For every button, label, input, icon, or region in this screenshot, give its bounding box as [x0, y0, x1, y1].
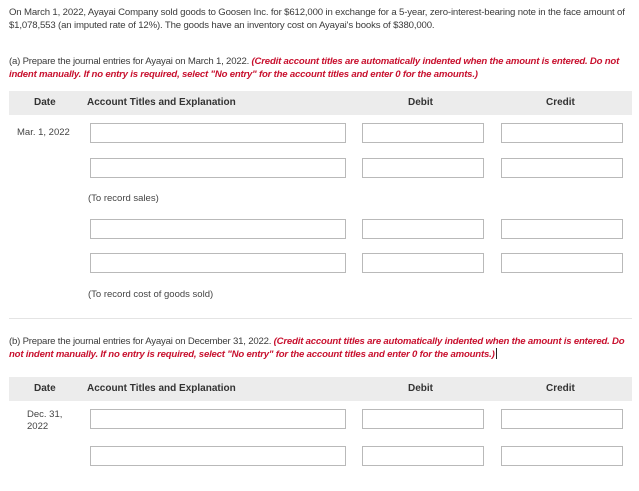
- header-debit: Debit: [408, 97, 433, 108]
- credit-amount-input[interactable]: [501, 158, 623, 178]
- part-b-instruction: (Credit account titles are automatically indented when the amount is entered. Do not indent manually. If no entry is required, select "No entry" for the account titles and enter 0 for the amounts.): [9, 336, 625, 360]
- debit-amount-input[interactable]: [362, 219, 484, 239]
- debit-amount-input[interactable]: [362, 446, 484, 466]
- part-b-question: [9, 335, 633, 361]
- section-divider: [9, 318, 632, 319]
- entry-date: [27, 409, 62, 433]
- header-date: Date: [34, 383, 56, 394]
- credit-amount-input[interactable]: [501, 253, 623, 273]
- account-title-input[interactable]: [90, 219, 346, 239]
- text-cursor: [496, 348, 497, 359]
- credit-amount-input[interactable]: [501, 219, 623, 239]
- account-title-input[interactable]: [90, 253, 346, 273]
- credit-amount-input[interactable]: [501, 123, 623, 143]
- header-debit: Debit: [408, 383, 433, 394]
- entry-date-line2: 2022: [27, 421, 49, 432]
- debit-amount-input[interactable]: [362, 409, 484, 429]
- entry-explanation: (To record sales): [88, 193, 159, 204]
- header-account-titles: Account Titles and Explanation: [87, 97, 236, 108]
- entry-date-line1: Dec. 31,: [27, 409, 63, 420]
- account-title-input[interactable]: [90, 158, 346, 178]
- credit-amount-input[interactable]: [501, 409, 623, 429]
- part-b-table-header: [9, 377, 632, 401]
- account-title-input[interactable]: [90, 123, 346, 143]
- header-credit: Credit: [546, 97, 575, 108]
- debit-amount-input[interactable]: [362, 253, 484, 273]
- part-a-question: [9, 55, 633, 81]
- problem-statement: On March 1, 2022, Ayayai Company sold goods to Goosen Inc. for $612,000 in exchange for a 5-year, zero-interest-bearing note in the face amount of $1,078,553 (an imputed rate of 12%). The goods have an inventory cost on Ayayai's books of $380,000.: [9, 7, 625, 31]
- entry-explanation: (To record cost of goods sold): [88, 289, 214, 300]
- entry-date: Mar. 1, 2022: [17, 127, 70, 138]
- part-a-prefix: (a) Prepare the journal entries for Ayayai on March 1, 2022.: [9, 56, 250, 67]
- part-b-prefix: (b) Prepare the journal entries for Ayayai on December 31, 2022.: [9, 336, 272, 347]
- account-title-input[interactable]: [90, 446, 346, 466]
- account-title-input[interactable]: [90, 409, 346, 429]
- header-date: Date: [34, 97, 56, 108]
- debit-amount-input[interactable]: [362, 123, 484, 143]
- credit-amount-input[interactable]: [501, 446, 623, 466]
- debit-amount-input[interactable]: [362, 158, 484, 178]
- part-a-instruction: (Credit account titles are automatically indented when the amount is entered. Do not indent manually. If no entry is required, select "No entry" for the account titles and enter 0 for the amounts.): [9, 56, 620, 80]
- part-a-table-header: [9, 91, 632, 115]
- header-account-titles: Account Titles and Explanation: [87, 383, 236, 394]
- header-credit: Credit: [546, 383, 575, 394]
